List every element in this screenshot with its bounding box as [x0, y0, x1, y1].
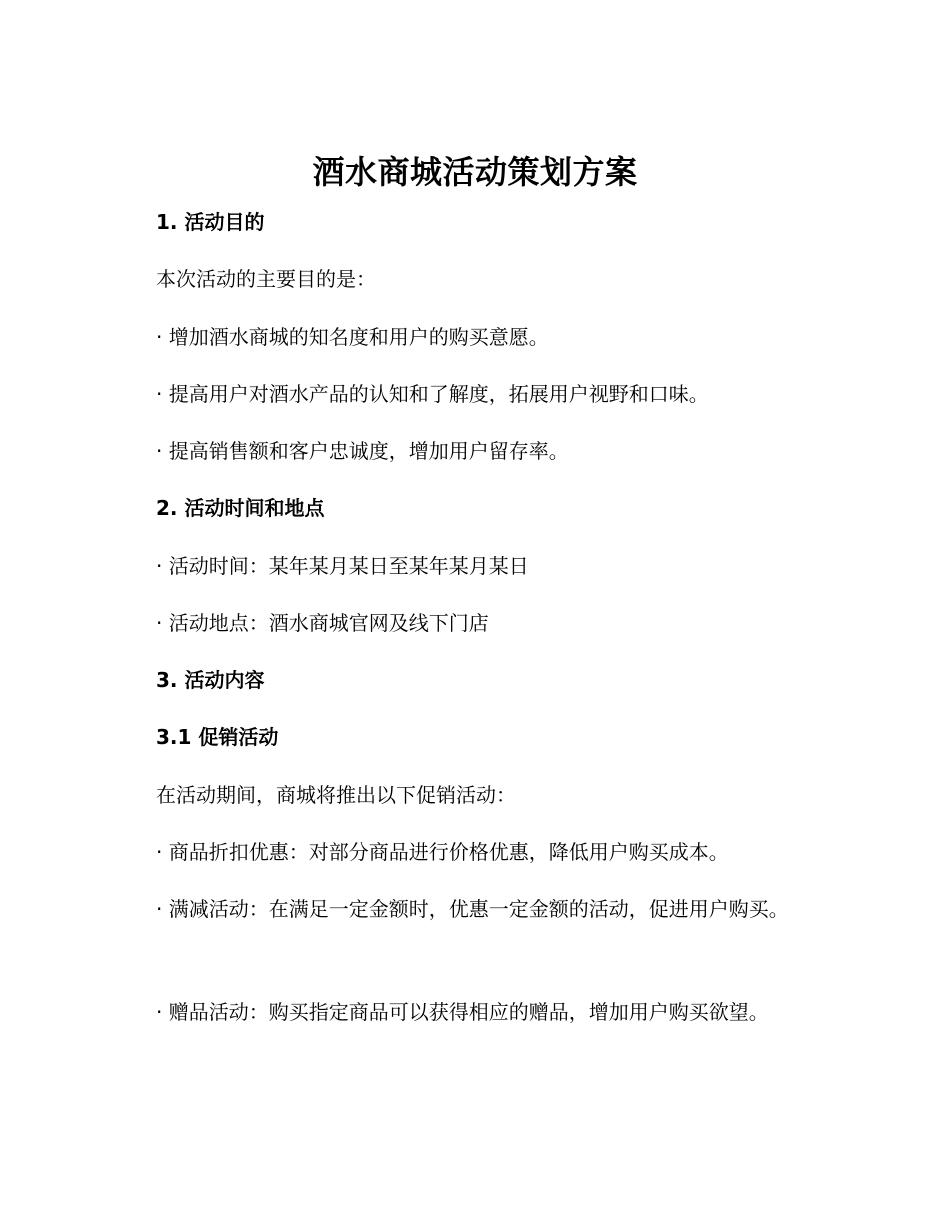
list-item: · 活动时间：某年某月某日至某年某月某日	[156, 554, 529, 578]
section-heading-content: 3. 活动内容	[156, 668, 265, 692]
paragraph-promotions-intro: 在活动期间，商城将推出以下促销活动：	[156, 783, 516, 807]
section-heading-time-place: 2. 活动时间和地点	[156, 496, 325, 520]
list-item: · 活动地点：酒水商城官网及线下门店	[156, 611, 489, 635]
document-title: 酒水商城活动策划方案	[312, 153, 638, 191]
subsection-heading-promotions: 3.1 促销活动	[156, 725, 279, 749]
list-item: · 增加酒水商城的知名度和用户的购买意愿。	[156, 325, 549, 349]
section-heading-purpose: 1. 活动目的	[156, 210, 265, 234]
list-item: · 提高销售额和客户忠诚度，增加用户留存率。	[156, 439, 569, 463]
list-item: · 满减活动：在满足一定金额时，优惠一定金额的活动，促进用户购买。	[156, 897, 789, 921]
paragraph-purpose-intro: 本次活动的主要目的是：	[156, 267, 376, 291]
list-item: · 商品折扣优惠：对部分商品进行价格优惠，降低用户购买成本。	[156, 840, 729, 864]
list-item: · 赠品活动：购买指定商品可以获得相应的赠品，增加用户购买欲望。	[156, 1000, 769, 1024]
list-item: · 提高用户对酒水产品的认知和了解度，拓展用户视野和口味。	[156, 382, 709, 406]
